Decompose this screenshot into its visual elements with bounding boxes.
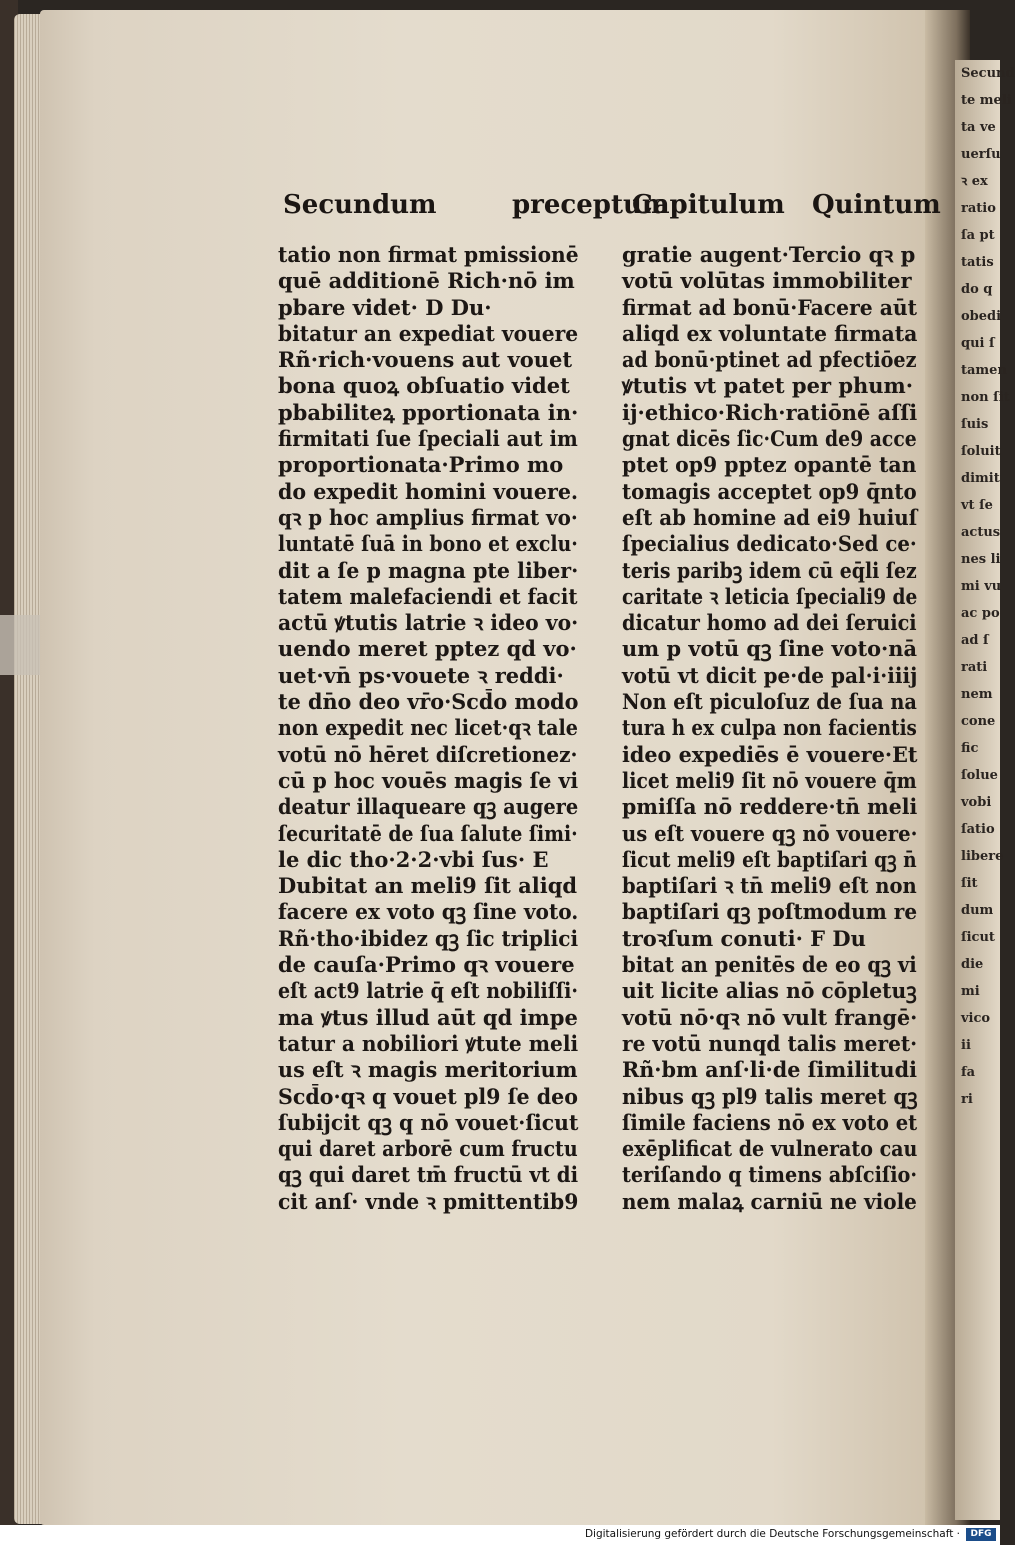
text-line: votū vt dicit pe·de pal·i·iiij — [622, 662, 918, 688]
page-marker-strip — [0, 615, 40, 675]
text-line: ꝟtutis vt patet per phum· — [622, 373, 914, 399]
next-page-text-fragment: ta ve — [961, 120, 996, 135]
next-page-text-fragment: dum — [961, 903, 994, 918]
text-line: gratie augent·Tercio qꝛ p — [622, 242, 916, 267]
text-line: ſubijcit qꝫ q nō vouet·ſicut — [278, 1109, 579, 1135]
text-line: cū p hoc vouēs magis ſe vi — [278, 767, 579, 793]
next-page-text-fragment: fic — [961, 741, 979, 756]
text-line: ſpecialius dedicato·Sed ce· — [622, 531, 917, 557]
text-line: uit licite alias nō cōpletuꝫ — [622, 978, 917, 1004]
text-line: bitat an penitēs de eo qꝫ vi — [622, 952, 917, 978]
text-line: ſimile faciens nō ex voto et — [622, 1109, 918, 1135]
text-line: teris paribꝫ idem cū eq̄li ſez — [622, 557, 917, 583]
text-line: bitatur an expediat vouere — [278, 320, 579, 346]
text-line: nibus qꝫ pl9 talis meret qꝫ — [622, 1083, 918, 1109]
text-line: luntatē ſuā in bono et exclu· — [278, 531, 578, 557]
text-line: nem malaꝝ carniū ne viole — [622, 1188, 917, 1214]
digitization-footer — [0, 1525, 1000, 1545]
text-line: votū volūtas immobiliter — [622, 268, 912, 294]
text-line: Dubitat an meli9 ſit aliqd — [278, 873, 578, 899]
text-line: do expedit homini vouere. — [278, 478, 579, 504]
dfg-logo: DFG — [966, 1528, 996, 1541]
text-line: tura h ex culpa non facientis — [622, 715, 917, 741]
text-line: aliqd ex voluntate firmata — [622, 320, 918, 346]
text-line: baptiſari qꝫ poſtmodum re — [622, 899, 918, 925]
next-page-text-fragment: vico — [961, 1011, 991, 1026]
next-page-text-fragment: ac po — [961, 606, 1000, 621]
next-page-text-fragment: ſoluit — [961, 444, 1001, 459]
next-page-text-fragment: mi — [961, 984, 980, 999]
text-line: te dn̄o deo vr̄o·Scd̄o modo — [278, 689, 579, 715]
next-page-text-fragment: cone — [961, 714, 996, 729]
next-page-text-fragment: qui ſ — [961, 336, 995, 351]
text-line: ma ꝟtus illud aūt qd impe — [278, 1004, 578, 1030]
next-page-text-fragment: die — [961, 957, 984, 972]
text-line: firmat ad bonū·Facere aūt — [622, 294, 918, 320]
text-line: quē additionē Rich·nō im — [278, 268, 575, 294]
next-page-text-fragment: uerſu — [961, 147, 1001, 162]
next-page-text-fragment: ſatio — [961, 822, 995, 837]
next-page-text-fragment: libere — [961, 849, 1004, 864]
text-line: caritate ꝛ leticia ſpeciali9 de — [622, 583, 918, 609]
next-page-text-fragment: obedi — [961, 309, 1002, 324]
text-column-right — [622, 242, 922, 1215]
text-line: Rñ·tho·ibidez qꝫ ſic triplici — [278, 925, 579, 951]
text-column-left — [278, 242, 578, 1215]
next-page-text-fragment: Secund — [961, 66, 1015, 81]
text-line: firmitati ſue ſpeciali aut im — [278, 426, 578, 452]
next-page-text-fragment: do q — [961, 282, 993, 297]
text-line: non expedit nec licet·qꝛ tale — [278, 715, 578, 741]
text-line: ideo expediēs ē vouere·Et — [622, 741, 918, 767]
text-line: exēplificat de vulnerato cau — [622, 1136, 918, 1162]
text-line: re votū nunqd talis meret· — [622, 1030, 918, 1056]
text-line: deatur illaqueare qꝫ augere — [278, 794, 579, 820]
text-line: ſicut meli9 eſt baptiſari qꝫ n̄ — [622, 846, 917, 872]
running-head-right-1: Capitulum — [632, 190, 785, 220]
text-line: actū ꝟtutis latrie ꝛ ideo vo· — [278, 610, 579, 636]
text-line: facere ex voto qꝫ ſine voto. — [278, 899, 579, 925]
text-line: ptet op9 pptez opantē tan — [622, 452, 917, 478]
next-page-text-fragment: ri — [961, 1092, 973, 1107]
next-page-text-fragment: tamen — [961, 363, 1007, 378]
text-line: qꝫ qui daret tm̄ fructū vt di — [278, 1162, 579, 1188]
text-line: cit anſ· vnde ꝛ pmittentib9 — [278, 1188, 579, 1214]
text-line: votū nō hēret diſcretionez· — [278, 741, 578, 767]
running-head-left-2: preceptum — [512, 190, 670, 220]
next-page-text-fragment: ſicut — [961, 930, 995, 945]
text-line: qui daret arborē cum fructu — [278, 1136, 578, 1162]
next-page-text-fragment: dimit — [961, 471, 1000, 486]
text-line: Rñ·rich·vouens aut vouet — [278, 347, 573, 373]
text-line: votū nō·qꝛ nō vult frangē· — [622, 1004, 918, 1030]
next-page-text-fragment: ratio — [961, 201, 996, 216]
text-line: eſt ab homine ad ei9 huiuſ — [622, 504, 918, 530]
next-page-text-fragment: nem — [961, 687, 993, 702]
next-page-text-fragment: ſolue — [961, 768, 998, 783]
text-line: proportionata·Primo mo — [278, 452, 564, 478]
next-page-text-fragment: ſa pt — [961, 228, 995, 243]
text-line: Scd̄o·qꝛ q vouet pl9 ſe deo — [278, 1083, 578, 1109]
text-line: qꝛ p hoc amplius firmat vo· — [278, 504, 578, 530]
text-line: troꝛſum conuti· F Du — [622, 925, 866, 951]
text-line: dicatur homo ad dei ſeruici — [622, 610, 917, 636]
next-page-text-fragment: mi vu — [961, 579, 1002, 594]
text-line: de cauſa·Primo qꝛ vouere — [278, 952, 575, 978]
text-line: tatio non firmat pmissionē — [278, 242, 579, 267]
text-line: licet meli9 ſit nō vouere q̄m — [622, 767, 917, 793]
next-page-text-fragment: ii — [961, 1038, 971, 1053]
next-page-text-fragment: te meli — [961, 93, 1012, 108]
text-line: pbabiliteꝝ pportionata in· — [278, 399, 579, 425]
text-line: us eſt vouere qꝫ nō vouere· — [622, 820, 918, 846]
next-page-text-fragment: ſit — [961, 876, 978, 891]
next-page-text-fragment: vt ſe — [961, 498, 993, 513]
next-page-text-fragment: non ſit — [961, 390, 1010, 405]
text-line: ij·ethico·Rich·ratiōnē aſſi — [622, 399, 918, 425]
text-line: Non eſt piculoſuz de ſua na — [622, 689, 917, 715]
text-line: eſt act9 latrie q̄ eſt nobiliſſi· — [278, 978, 578, 1004]
text-line: Rñ·bm anſ·li·de ſimilitudi — [622, 1057, 918, 1083]
text-line: bona quoꝝ obſuatio videt — [278, 373, 570, 399]
running-head-left-1: Secundum — [283, 190, 437, 220]
text-line: ad bonū·ptinet ad pfectiōez — [622, 347, 917, 373]
text-line: tatur a nobiliori ꝟtute meli — [278, 1030, 579, 1056]
text-line: gnat dicēs ſic·Cum de9 acce — [622, 426, 917, 452]
text-line: pmiſſa nō reddere·tn̄ meli — [622, 794, 918, 820]
text-line: uendo meret pptez qd vo· — [278, 636, 577, 662]
text-line: dit a ſe p magna pte liber· — [278, 557, 579, 583]
text-line: ſecuritatē de ſua ſalute ſimi· — [278, 820, 578, 846]
next-page-text-fragment: ſuis — [961, 417, 989, 432]
next-page-text-fragment: tatis — [961, 255, 994, 270]
recto-page-fragment — [955, 60, 1015, 1520]
text-line: tomagis acceptet op9 q̄nto — [622, 478, 917, 504]
next-page-text-fragment: rati — [961, 660, 988, 675]
text-line: us eſt ꝛ magis meritorium — [278, 1057, 578, 1083]
next-page-text-fragment: nes li — [961, 552, 1001, 567]
text-line: pbare videt· D Du· — [278, 294, 492, 320]
text-line: le dic tho·2·2·vbi ſus· E — [278, 846, 549, 872]
running-head-right-2: Quintum — [812, 190, 941, 220]
next-page-text-fragment: vobi — [961, 795, 992, 810]
text-line: baptiſari ꝛ tn̄ meli9 eſt non — [622, 873, 917, 899]
text-line: tatem malefaciendi et facit — [278, 583, 578, 609]
next-page-text-fragment: ꝛ ex — [961, 174, 988, 189]
text-line: um p votū qꝫ ſine voto·nā — [622, 636, 917, 662]
next-page-text-fragment: fa — [961, 1065, 976, 1080]
footer-credit: Digitalisierung gefördert durch die Deutsche Forschungsgemeinschaft · — [584, 1528, 960, 1540]
next-page-text-fragment: ad ſ — [961, 633, 989, 648]
text-line: uet·vn̄ ps·vouete ꝛ reddi· — [278, 662, 564, 688]
text-line: teriſando q timens abſciſio· — [622, 1162, 918, 1188]
next-page-text-fragment: actus — [961, 525, 1001, 540]
